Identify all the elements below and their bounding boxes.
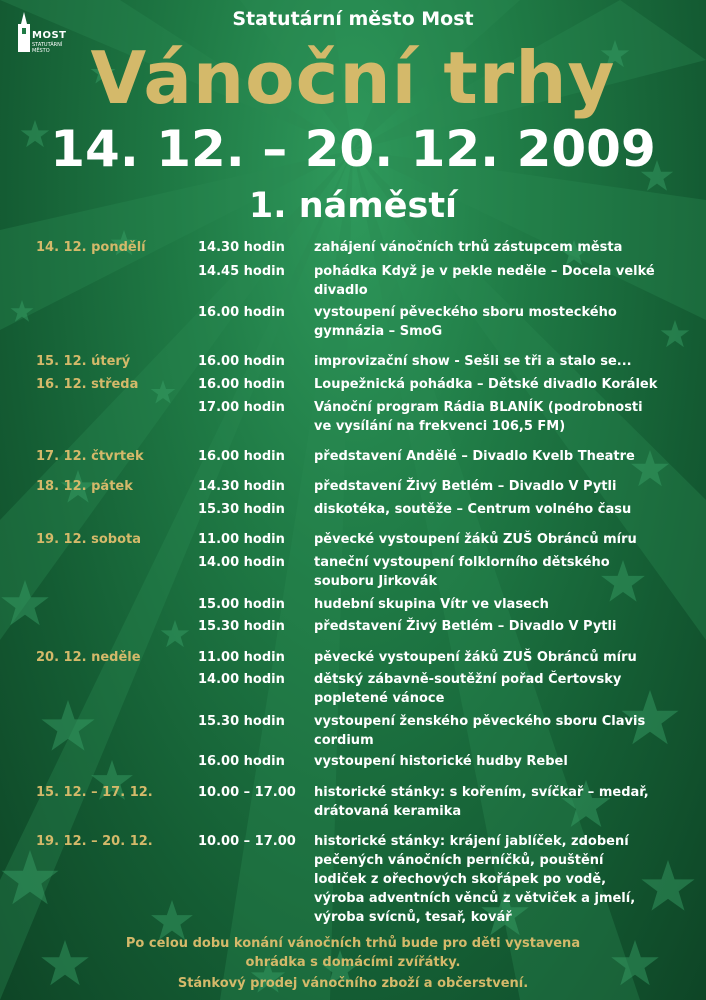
schedule-desc: pěvecké vystoupení žáků ZUŠ Obránců míru — [314, 532, 637, 547]
schedule-desc: historické stánky: krájení jablíček, zdobení pečených vánočních perníčků, pouštění lodiček z ořechových skořápek po vodě, výroba adventních věnců z větviček a jmelí, výroba svícnů, tesař, kovář — [314, 834, 636, 925]
schedule-desc: diskotéka, soutěže – Centrum volného času — [314, 502, 632, 517]
schedule-day: 14. 12. pondělí — [36, 240, 146, 255]
schedule-time: 14.00 hodin — [198, 555, 285, 570]
schedule-time: 15.00 hodin — [198, 597, 285, 612]
logo-text: MOST — [32, 30, 67, 41]
schedule-desc: představení Živý Betlém – Divadlo V Pytli — [314, 619, 617, 634]
schedule-desc: vystoupení ženského pěveckého sboru Clavis cordium — [314, 714, 646, 748]
schedule-time: 16.00 hodin — [198, 377, 285, 392]
city-name: Statutární město Most — [232, 8, 474, 30]
schedule-desc: pohádka Když je v pekle neděle – Docela velké divadlo — [314, 264, 655, 298]
schedule-time: 14.00 hodin — [198, 672, 285, 687]
schedule-time: 15.30 hodin — [198, 714, 285, 729]
footer-note-line1: Po celou dobu konání vánočních trhů bude pro děti vystavena — [125, 936, 581, 951]
schedule-time: 17.00 hodin — [198, 400, 285, 415]
schedule-desc: historické stánky: s kořením, svíčkař – medař, drátovaná keramika — [314, 785, 649, 819]
schedule-day: 17. 12. čtvrtek — [36, 449, 144, 464]
event-dates: 14. 12. – 20. 12. 2009 — [50, 120, 656, 178]
schedule-day: 19. 12. – 20. 12. — [36, 834, 153, 849]
schedule-time: 16.00 hodin — [198, 354, 285, 369]
schedule-desc: Vánoční program Rádia BLANÍK (podrobnosti ve vysílání na frekvenci 106,5 FM) — [314, 400, 643, 434]
page-title: Vánoční trhy — [90, 36, 616, 120]
schedule-time: 10.00 – 17.00 — [198, 785, 296, 800]
schedule-desc: dětský zábavně-soutěžní pořad Čertovsky popletené vánoce — [314, 672, 622, 706]
schedule-time: 16.00 hodin — [198, 305, 285, 320]
schedule-day: 18. 12. pátek — [36, 479, 133, 494]
schedule-time: 15.30 hodin — [198, 619, 285, 634]
schedule-time: 14.30 hodin — [198, 479, 285, 494]
schedule-day: 16. 12. středa — [36, 377, 139, 392]
schedule-time: 11.00 hodin — [198, 650, 285, 665]
schedule-time: 16.00 hodin — [198, 449, 285, 464]
schedule-desc: pěvecké vystoupení žáků ZUŠ Obránců míru — [314, 650, 637, 665]
schedule-time: 15.30 hodin — [198, 502, 285, 517]
schedule-desc: zahájení vánočních trhů zástupcem města — [314, 240, 623, 255]
schedule-time: 14.30 hodin — [198, 240, 285, 255]
footer-note-line3: Stánkový prodej vánočního zboží a občerstvení. — [177, 976, 529, 991]
schedule-time: 10.00 – 17.00 — [198, 834, 296, 849]
schedule-day: 15. 12. – 17. 12. — [36, 785, 153, 800]
schedule-desc: představení Andělé – Divadlo Kvelb Theatre — [314, 449, 635, 464]
schedule-day: 15. 12. úterý — [36, 354, 131, 369]
schedule-desc: hudební skupina Vítr ve vlasech — [314, 597, 549, 612]
schedule-time: 11.00 hodin — [198, 532, 285, 547]
schedule-time: 14.45 hodin — [198, 264, 285, 279]
schedule-desc: Loupežnická pohádka – Dětské divadlo Korálek — [314, 377, 658, 392]
schedule-desc: taneční vystoupení folklorního dětského souboru Jirkovák — [314, 555, 610, 589]
schedule-time: 16.00 hodin — [198, 754, 285, 769]
footer-note-line2: ohrádka s domácími zvířátky. — [245, 955, 461, 970]
logo-subtitle: STATUTÁRNÍ MĚSTO — [32, 42, 63, 54]
schedule-desc: vystoupení pěveckého sboru mosteckého gymnázia – SmoG — [314, 305, 617, 339]
schedule-desc: představení Živý Betlém – Divadlo V Pytli — [314, 479, 617, 494]
schedule-day: 20. 12. neděle — [36, 650, 141, 665]
schedule-desc: vystoupení historické hudby Rebel — [314, 754, 568, 769]
schedule-day: 19. 12. sobota — [36, 532, 142, 547]
schedule-desc: improvizační show - Sešli se tři a stalo se... — [314, 354, 632, 369]
event-place: 1. náměstí — [248, 186, 458, 226]
